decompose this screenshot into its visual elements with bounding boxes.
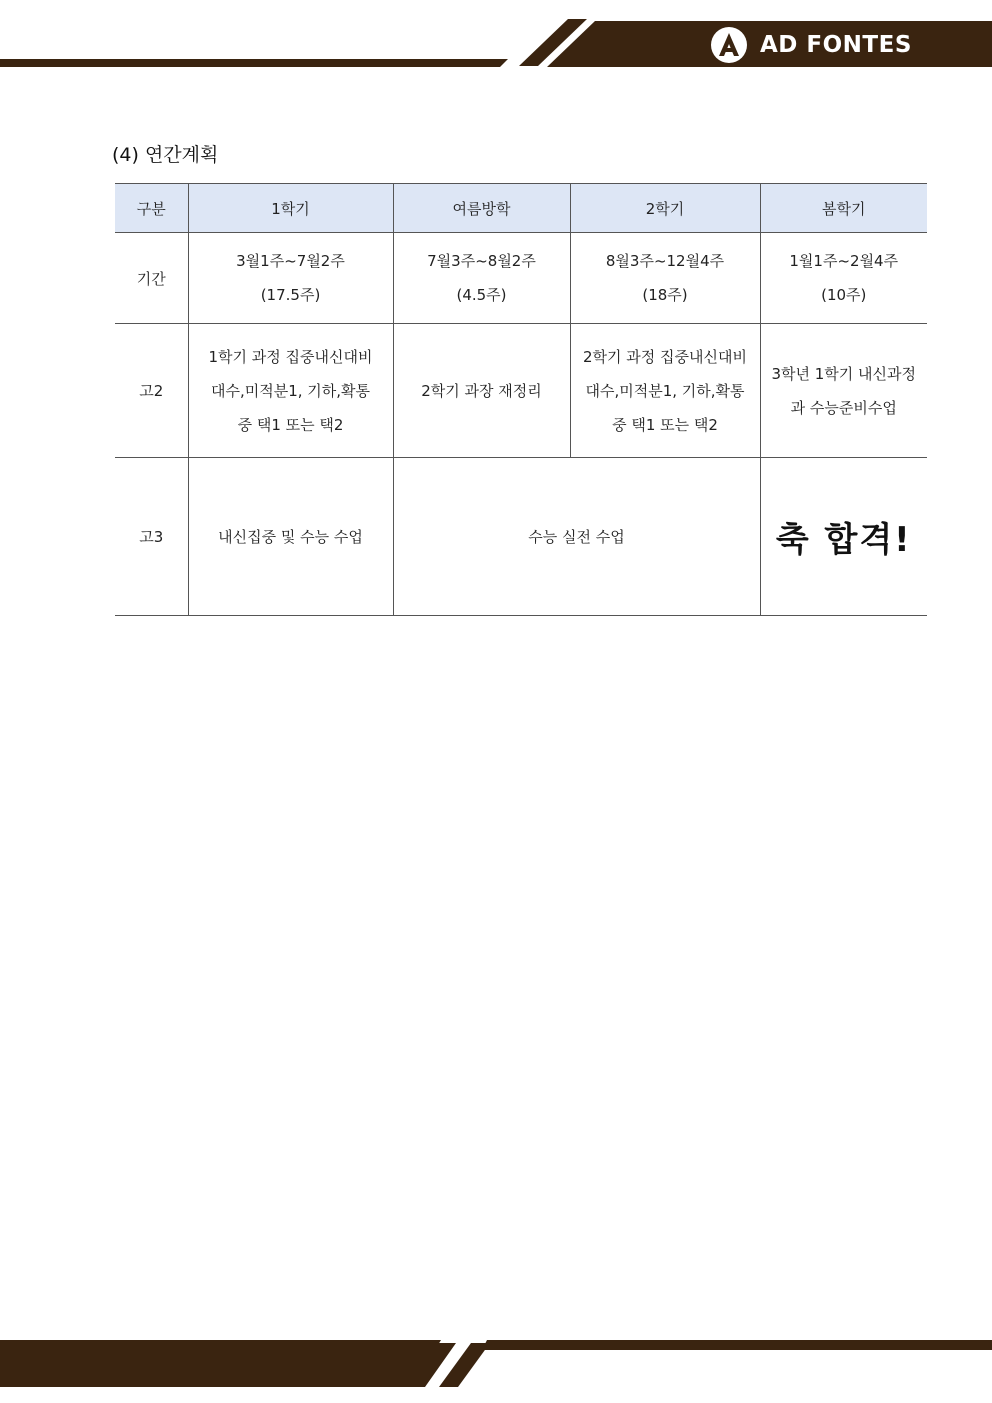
period-semester2: 8월3주~12월4주 (18주) <box>570 233 760 324</box>
grade2-semester2: 2학기 과정 집중내신대비 대수,미적분1, 기하,확통 중 택1 또는 택2 <box>570 324 760 458</box>
header-spring-break: 봄학기 <box>760 184 927 233</box>
header-category: 구분 <box>115 184 188 233</box>
table-row-grade3 <box>115 458 927 616</box>
ad-fontes-logo-icon <box>710 26 748 64</box>
grade2-semester1: 1학기 과정 집중내신대비 대수,미적분1, 기하,확통 중 택1 또는 택2 <box>188 324 393 458</box>
grade3-label: 고3 <box>115 458 188 616</box>
brand-name: AD FONTES <box>760 32 912 58</box>
grade3-spring <box>760 458 927 616</box>
grade2-label: 고2 <box>115 324 188 458</box>
congrats-text: 축 합격! <box>775 520 912 560</box>
grade3-summer-semester2: 수능 실전 수업 <box>393 458 760 616</box>
period-summer: 7월3주~8월2주 (4.5주) <box>393 233 570 324</box>
header-summer-break: 여름방학 <box>393 184 570 233</box>
footer-band <box>0 1340 992 1387</box>
header-semester2: 2학기 <box>570 184 760 233</box>
section-title: (4) 연간계획 <box>112 144 219 166</box>
header-semester1: 1학기 <box>188 184 393 233</box>
period-semester1: 3월1주~7월2주 (17.5주) <box>188 233 393 324</box>
period-spring: 1월1주~2월4주 (10주) <box>760 233 927 324</box>
annual-plan-table <box>115 183 927 616</box>
grade2-spring: 3학년 1학기 내신과정 과 수능준비수업 <box>760 324 927 458</box>
table-row-grade2 <box>115 324 927 458</box>
period-label: 기간 <box>115 233 188 324</box>
table-header-row <box>115 184 927 233</box>
brand-logo <box>710 26 912 64</box>
grade2-summer: 2학기 과장 재정리 <box>393 324 570 458</box>
grade3-semester1: 내신집중 및 수능 수업 <box>188 458 393 616</box>
table-row-period <box>115 233 927 324</box>
